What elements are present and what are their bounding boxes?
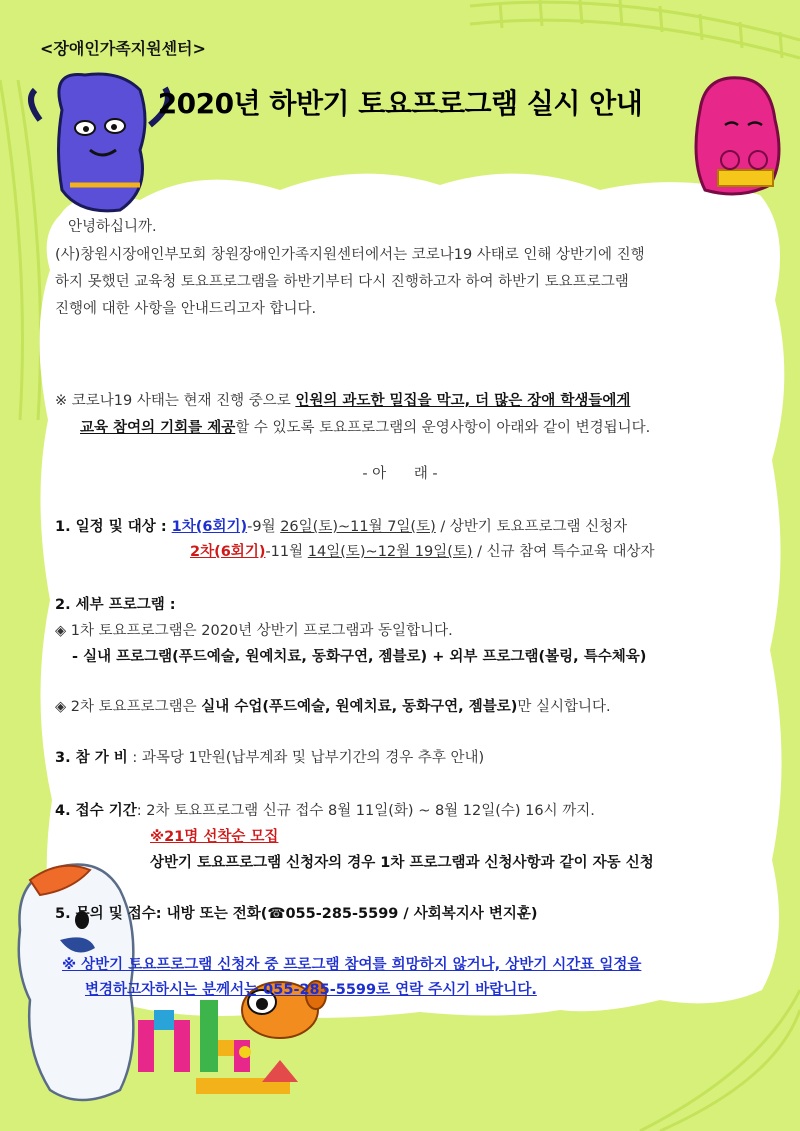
greeting: 안녕하십니까. (68, 219, 157, 235)
program-round-2-tail: 만 실시합니다. (517, 699, 611, 715)
round-2-month: -11월 (265, 544, 308, 560)
round-1-target: / 상반기 토요프로그램 신청자 (435, 519, 628, 535)
schedule-line-2 (190, 540, 655, 561)
program-label: 2. 세부 프로그램 : (55, 597, 176, 613)
round-2-dates: 14일(토)~12월 19일(토) (307, 544, 473, 560)
covid-notice-tail: 할 수 있도록 토요프로그램의 운영사항이 아래와 같이 변경됩니다. (235, 420, 651, 436)
organization-name: <장애인가족지원센터> (40, 39, 206, 58)
registration-auto: 상반기 토요프로그램 신청자의 경우 1차 프로그램과 신청사항과 같이 자동 신청 (150, 855, 654, 871)
round-2-target: / 신규 참여 특수교육 대상자 (472, 544, 655, 560)
program-round-2 (55, 695, 611, 716)
covid-notice-lead: ※ 코로나19 사태는 현재 진행 중으로 (55, 393, 296, 409)
covid-notice-line-1 (55, 389, 630, 410)
below-heading: - 아 래 - (362, 466, 438, 482)
contact-line: 5. 문의 및 접수: 내방 또는 전화(☎055-285-5599 / 사회복지사 변지훈) (55, 906, 538, 922)
round-1-month: -9월 (247, 519, 281, 535)
round-1-dates: 26일(토)~11월 7일(토) (280, 519, 436, 535)
covid-notice-line-2 (80, 416, 650, 437)
covid-notice-emphasis-2: 교육 참여의 기회를 제공 (80, 420, 236, 436)
program-round-2-lead: ◈ 2차 토요프로그램은 (55, 699, 202, 715)
program-round-1: ◈ 1차 토요프로그램은 2020년 상반기 프로그램과 동일합니다. (55, 623, 453, 639)
registration-limit: ※21명 선착순 모집 (150, 829, 279, 845)
fee-label: 3. 참 가 비 (55, 750, 128, 766)
page-title: 2020년 하반기 토요프로그램 실시 안내 (157, 87, 643, 120)
change-notice-line-1: ※ 상반기 토요프로그램 신청자 중 프로그램 참여를 희망하지 않거나, 상반기 시간표 일정을 (62, 957, 642, 973)
program-round-1-detail: - 실내 프로그램(푸드예술, 원예치료, 동화구연, 젬블로) + 외부 프로그램(볼링, 특수체육) (72, 649, 647, 665)
schedule-label: 1. 일정 및 대상 : (55, 519, 172, 535)
schedule-line-1 (55, 515, 627, 536)
intro-line-2: 하지 못했던 교육청 토요프로그램을 하반기부터 다시 진행하고자 하여 하반기 토요프로그램 (55, 274, 629, 290)
fee-line (55, 746, 484, 767)
intro-line-1: (사)창원시장애인부모회 창원장애인가족지원센터에서는 코로나19 사태로 인해 상반기에 진행 (55, 247, 645, 263)
change-notice-line-2: 변경하고자하시는 분께서는 055-285-5599로 연락 주시기 바랍니다. (85, 982, 537, 998)
registration-text: : 2차 토요프로그램 신규 접수 8월 11일(화) ~ 8월 12일(수) 16시 까지. (136, 803, 595, 819)
program-round-2-detail: 실내 수업(푸드예술, 원예치료, 동화구연, 젬블로) (201, 699, 518, 715)
fee-text: : 과목당 1만원(납부계좌 및 납부기간의 경우 추후 안내) (127, 750, 485, 766)
registration-label: 4. 접수 기간 (55, 803, 137, 819)
round-1-label: 1차(6회기) (171, 519, 248, 535)
round-2-label: 2차(6회기) (190, 544, 266, 560)
registration-line (55, 799, 595, 820)
intro-line-3: 진행에 대한 사항을 안내드리고자 합니다. (55, 301, 317, 317)
covid-notice-emphasis-1: 인원의 과도한 밀집을 막고, 더 많은 장애 학생들에게 (295, 393, 631, 409)
